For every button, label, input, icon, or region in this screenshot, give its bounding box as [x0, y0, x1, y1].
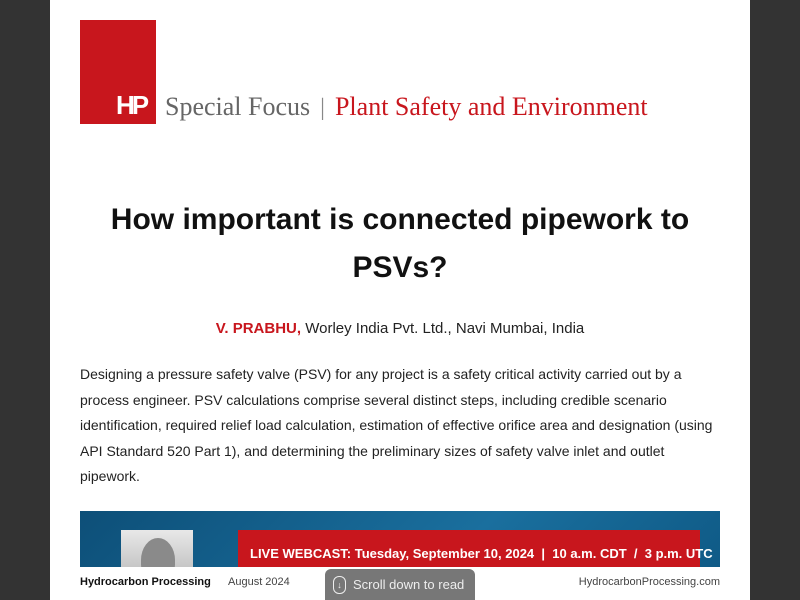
footer-publication: Hydrocarbon Processing — [80, 576, 211, 588]
hp-logo — [80, 20, 156, 124]
document-page — [50, 0, 750, 600]
footer-date: August 2024 — [228, 576, 290, 588]
scroll-down-button[interactable] — [325, 569, 475, 600]
webcast-banner[interactable] — [80, 511, 720, 571]
section-topic: Plant Safety and Environment — [334, 92, 648, 121]
scroll-hint-label: Scroll down to read — [353, 577, 465, 592]
section-label: Special Focus — [165, 92, 311, 121]
logo-text: HP — [116, 90, 147, 120]
byline — [50, 320, 750, 337]
webcast-red-bar — [238, 530, 713, 571]
article-title: How important is connected pipework to PSVs? — [110, 203, 690, 284]
scroll-down-icon: ↓ — [333, 576, 346, 594]
speaker-photo — [121, 530, 193, 571]
footer-site[interactable]: HydrocarbonProcessing.com — [578, 576, 720, 588]
article-body: Designing a pressure safety valve (PSV) for any project is a safety critical activity carried out by a process engineer. PSV calculations comprise several distinct steps, including credible scenario identification, required relief load calculation, estimation of effective orifice area and designation (using API Standard 520 Part 1), and determining the preliminary sizes of safety valve inlet and outlet pipework. — [80, 366, 713, 484]
webcast-text: LIVE WEBCAST: Tuesday, September 10, 2024 | 10 a.m. CDT / 3 p.m. UTC — [250, 546, 713, 561]
author-affiliation: Worley India Pvt. Ltd., Navi Mumbai, India — [305, 320, 585, 337]
section-header — [165, 92, 648, 122]
divider: | — [320, 95, 325, 121]
author-name: V. PRABHU, — [215, 320, 302, 337]
